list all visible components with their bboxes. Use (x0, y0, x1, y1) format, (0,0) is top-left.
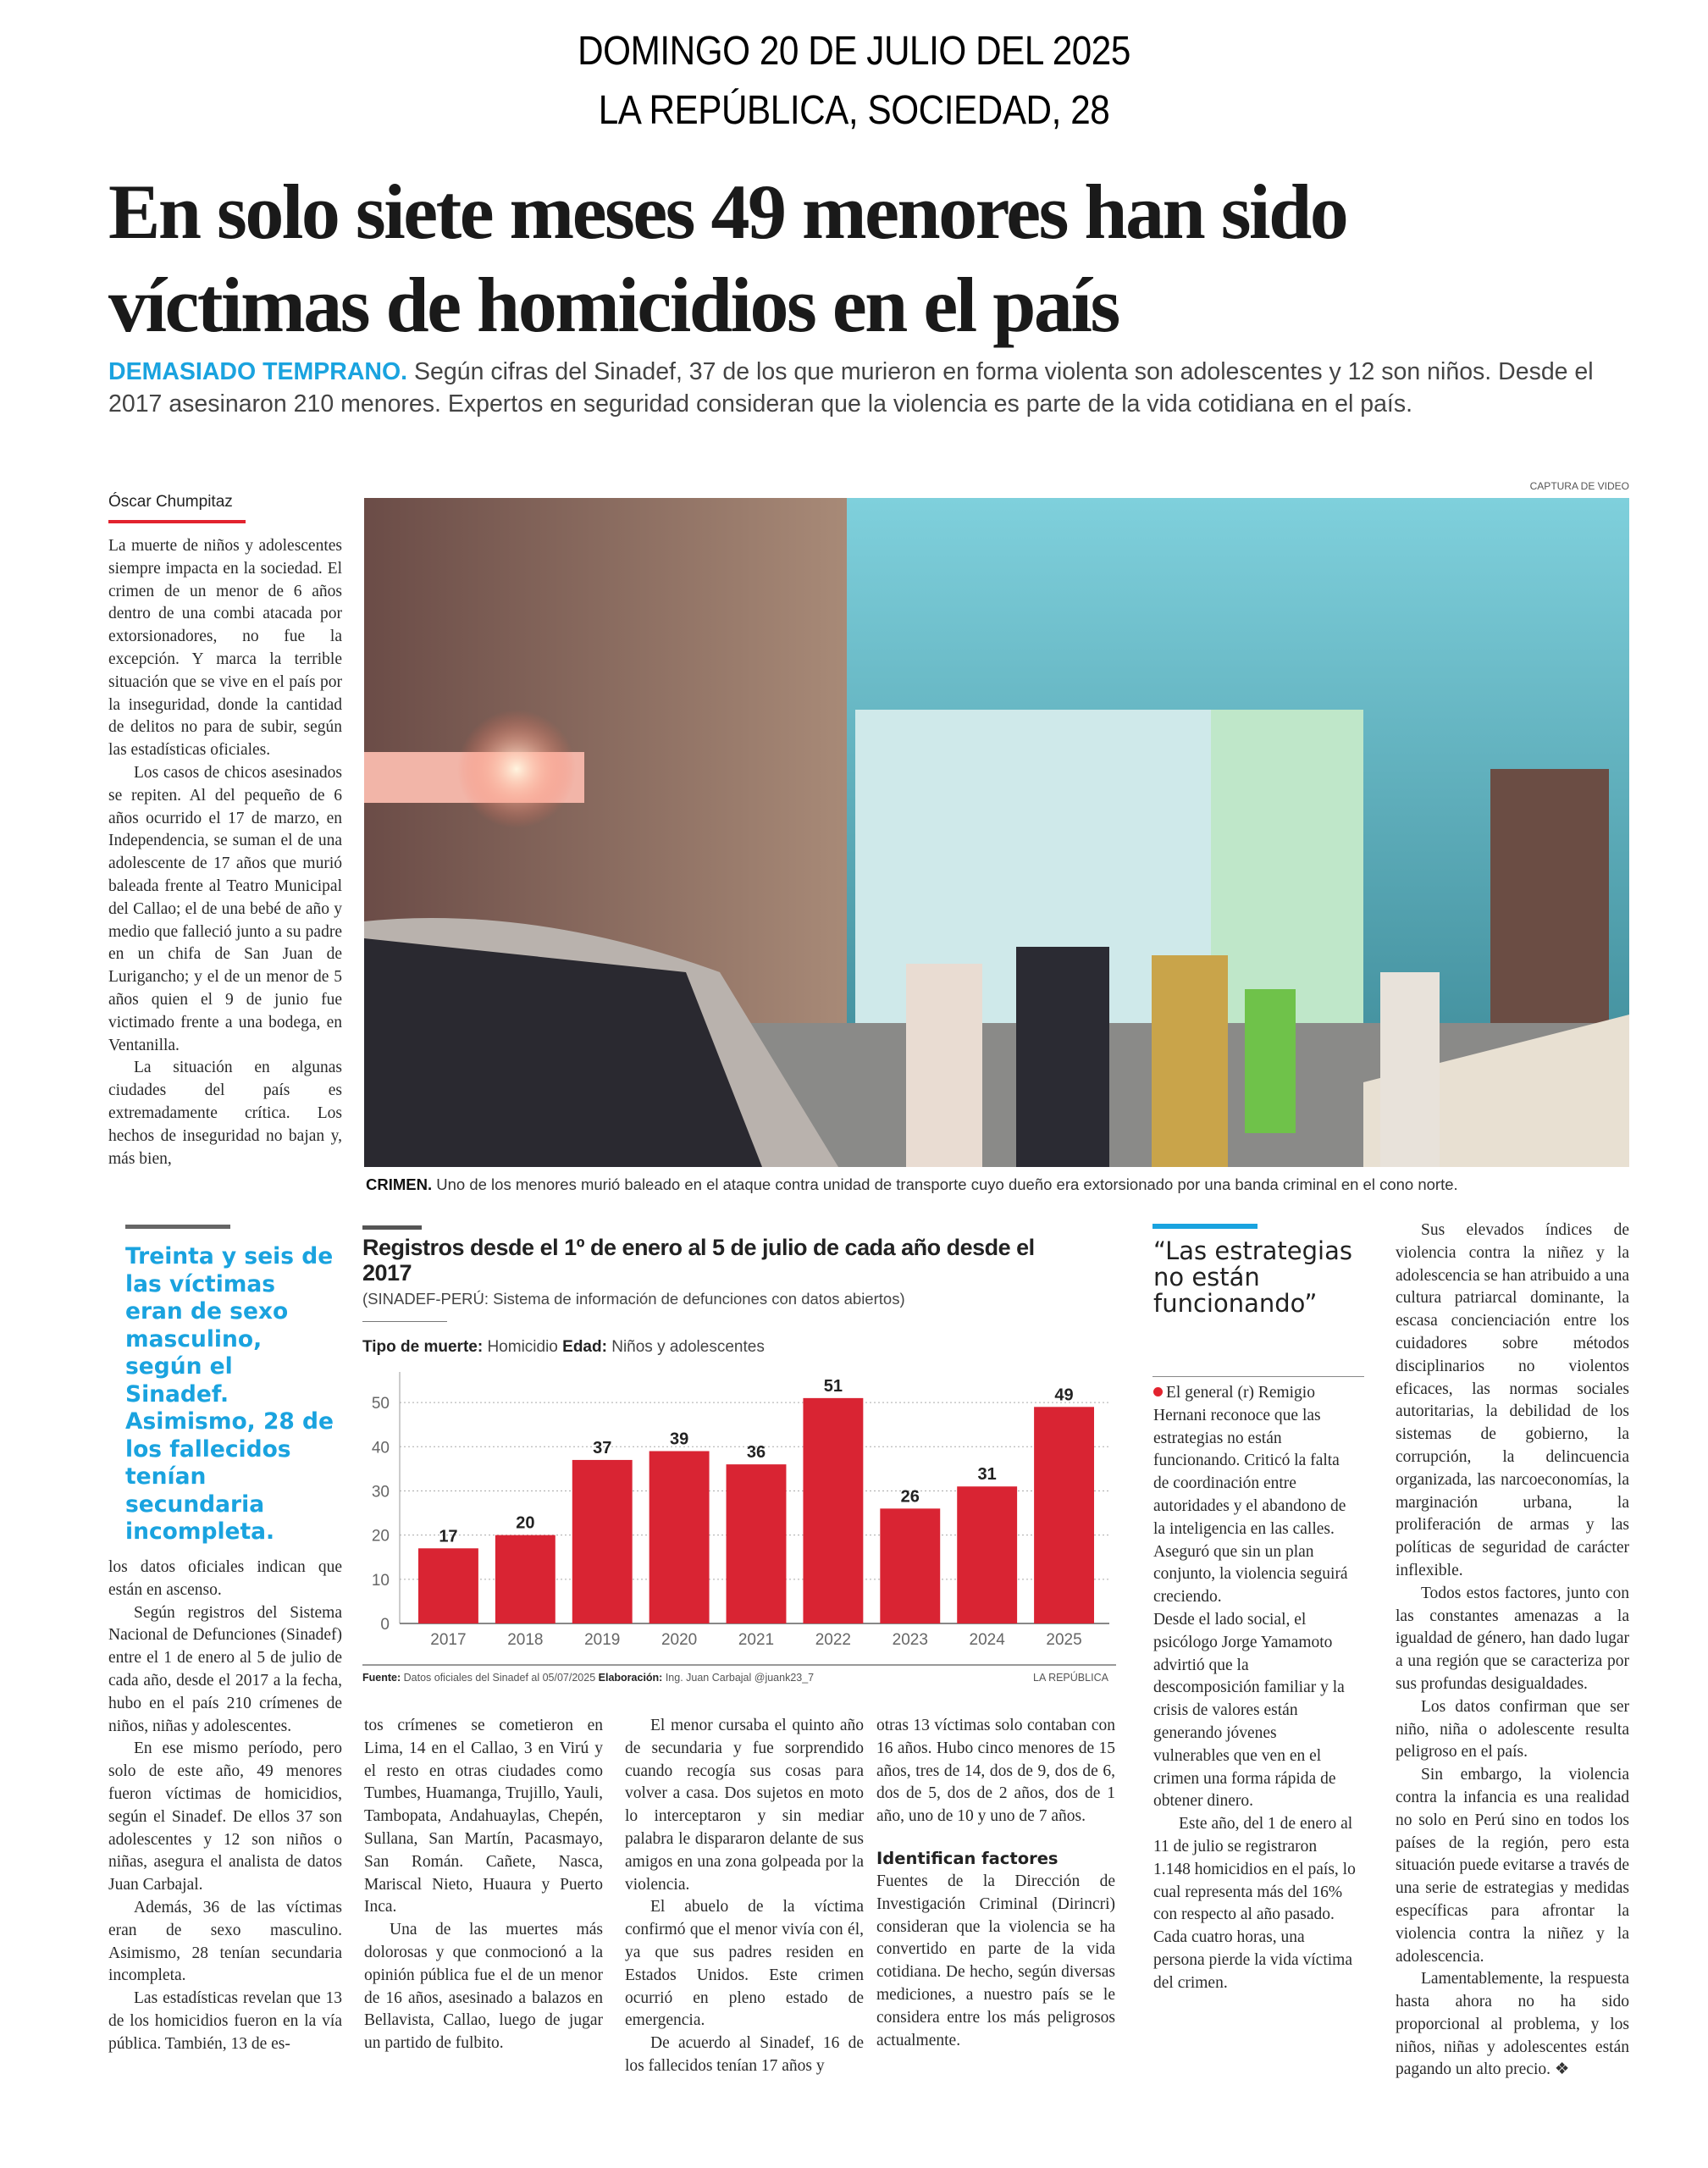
column-4 (876, 1715, 1115, 2052)
paragraph: Lamentablemente, la respuesta hasta ahora no ha sido proporcional al problema, y los niños, niñas y adolescentes están pagando un alto precio. ❖ (1396, 1970, 1629, 2079)
bar-2019 (572, 1460, 633, 1623)
source-text: Datos oficiales del Sinadef al 05/07/2025 (401, 1672, 599, 1684)
paragraph: De acuerdo al Sinadef, 16 de los fallecidos tenían 17 años y (625, 2034, 864, 2075)
column-1-bottom (108, 1557, 342, 2056)
chart-subtitle-rule (362, 1321, 447, 1322)
photo-credit: CAPTURA DE VIDEO (1529, 480, 1629, 492)
deck-text: Según cifras del Sinadef, 37 de los que murieron en forma violenta son adolescentes y 12 son niños. Desde el 2017 asesinaron 210 menores. Expertos en seguridad consideran que la violencia es parte de la vida cotidiana en el país. (108, 358, 1594, 418)
pull-quote: Treinta y seis de las víctimas eran de sexo masculino, según el Sinadef. Asimismo, 28 de los fallecidos tenían secundaria incompleta. (125, 1243, 334, 1545)
column-1-top (108, 535, 342, 1170)
y-tick-label: 30 (371, 1483, 390, 1502)
byline-rule (108, 520, 246, 523)
chart-rule (362, 1225, 422, 1230)
paragraph: Los datos confirman que ser niño, niña o adolescente resulta peligroso en el país. (1396, 1697, 1629, 1762)
chart-filter (362, 1338, 765, 1357)
paragraph: Las estadísticas revelan que 13 de los homicidios fueron en la vía pública. También, 13 de es- (108, 1989, 342, 2053)
photo-scene (364, 498, 1629, 1167)
paragraph: tos crímenes se cometieron en Lima, 14 en el Callao, 3 en Virú y el resto en otras ciudades como Tumbes, Huamanga, Trujillo, Yauli, Tambopata, Andahuaylas, Chepén, Sullana, San Martín, Pacasmayo, San Román. Cañete, Nasca, Mariscal Nieto, Huaura y Puerto Inca. (364, 1717, 603, 1916)
paragraph: La situación en algunas ciudades del país es extremadamente crítica. Los hechos de inseguridad no bajan y, más bien, (108, 1059, 342, 1168)
sidebar-rule (1152, 1224, 1258, 1229)
source-label: Fuente: (362, 1672, 401, 1684)
bar-2020 (649, 1451, 710, 1623)
bar-2025 (1034, 1407, 1094, 1623)
bar-2017 (418, 1548, 478, 1623)
x-tick-label-2019: 2019 (584, 1631, 621, 1649)
y-tick-label: 10 (371, 1571, 390, 1590)
photo-caption (366, 1175, 1636, 1194)
sidebar-title: “Las estrategias no están funcionando” (1153, 1236, 1352, 1318)
chart-source (362, 1672, 814, 1684)
paragraph: Además, 36 de las víctimas eran de sexo masculino. Asimismo, 28 tenían secundaria incompleta. (108, 1898, 342, 1985)
deck (108, 356, 1616, 420)
bar-2022 (803, 1398, 863, 1623)
sidebar-separator (1152, 1376, 1364, 1377)
bar-2023 (880, 1508, 940, 1623)
sidebar-body (1153, 1382, 1357, 1995)
caption-text: Uno de los menores murió baleado en el ataque contra unidad de transporte cuyo dueño era extorsionado por una banda criminal en el cono norte. (432, 1175, 1458, 1193)
dateline-date: DOMINGO 20 DE JULIO DEL 2025 (578, 29, 1130, 74)
paragraph: Los casos de chicos asesinados se repiten. Al del pequeño de 6 años ocurrido el 17 de marzo, en Independencia, se suman el de una adolescente de 17 años que murió baleada frente al Teatro Municipal del Callao; el de una bebé de año y medio que falleció junto a su padre en un chifa de San Juan de Lurigancho; y el de un menor de 5 años quien el 9 de junio fue victimado frente a una bodega, en Ventanilla. (108, 763, 342, 1054)
x-tick-label-2025: 2025 (1046, 1631, 1082, 1649)
x-tick-label-2018: 2018 (507, 1631, 544, 1649)
paragraph: los datos oficiales indican que están en ascenso. (108, 1558, 342, 1599)
filter-value-type: Homicidio (483, 1338, 563, 1356)
filter-label-type: Tipo de muerte: (362, 1338, 484, 1356)
end-mark-icon: ❖ (1554, 2060, 1570, 2079)
data-label-2025: 49 (1054, 1385, 1074, 1405)
y-tick-label: 50 (371, 1395, 390, 1413)
paragraph: El general (r) Remigio Hernani reconoce que las estrategias no están funcionando. Criticó la falta de coordinación entre autoridades y el abandono de la inteligencia en las calles. Aseguró que sin un plan conjunto, la violencia seguirá creciendo. (1153, 1384, 1348, 1607)
data-label-2023: 26 (900, 1487, 920, 1507)
paragraph: Desde el lado social, el psicólogo Jorge Yamamoto advirtió que la descomposición familiar y la crisis de valores están generando jóvenes vulnerables que ven en el crimen una forma rápida de obtener dinero. (1153, 1610, 1345, 1811)
paragraph: Sin embargo, la violencia contra la infancia es una realidad no solo en Perú sino en todos los países de la región, pero esta situación puede evitarse a través de una serie de estrategias y medidas específicas para afrontar la violencia contra la niñez y la adolescencia. (1396, 1766, 1629, 1966)
paragraph: En ese mismo período, pero solo de este año, 49 menores fueron víctimas de homicidios, según el Sinadef. De ellos 37 son adolescentes y 12 son niños o niñas, asegura el analista de datos Juan Carbajal. (108, 1739, 342, 1894)
y-tick-label: 0 (380, 1616, 390, 1634)
data-label-2024: 31 (977, 1465, 997, 1485)
data-label-2019: 37 (593, 1438, 612, 1457)
chart-title: Registros desde el 1º de enero al 5 de julio de cada año desde el 2017 (362, 1235, 1035, 1286)
chart-bars (418, 1398, 1094, 1623)
bar-2024 (957, 1486, 1017, 1623)
paragraph: Fuentes de la Dirección de Investigación Criminal (Dirincri) consideran que la violencia se ha convertido en parte de la vida cotidiana. De hecho, según diversas mediciones, a nuestro país se le considera entre los más peligrosos actualmente. (876, 1872, 1115, 2049)
paragraph: Sus elevados índices de violencia contra la niñez y la adolescencia se han atribuido a una cultura patriarcal dominante, la escasa concienciación entre los cuidadores sobre métodos disciplinarios no violentos eficaces, las normas sociales autoritarias, la debilidad de los sistemas de gobierno, la corrupción, la delincuencia organizada, las narcoeconomías, la marginación urbana, la proliferación de armas y las políticas de seguridad de carácter inflexible. (1396, 1221, 1629, 1579)
filter-value-age: Niños y adolescentes (606, 1338, 765, 1356)
y-tick-label: 20 (371, 1527, 390, 1546)
x-tick-label-2023: 2023 (892, 1631, 928, 1649)
x-tick-label-2022: 2022 (815, 1631, 852, 1649)
x-tick-label-2021: 2021 (738, 1631, 775, 1649)
x-tick-label-2020: 2020 (661, 1631, 698, 1649)
paragraph: Según registros del Sistema Nacional de Defunciones (Sinadef) entre el 1 de enero al 5 de julio de cada año, desde el 2017 a la fecha, hubo en el país 210 crímenes de niños, niñas y adolescentes. (108, 1603, 342, 1735)
paragraph: otras 13 víctimas solo contaban con 16 años. Hubo cinco menores de 15 años, tres de 14, dos de 9, dos de 6, dos de 5, dos de 2 años, dos de 1 año, uno de 10 y uno de 7 años. (876, 1717, 1115, 1826)
bar-2021 (727, 1464, 787, 1623)
paragraph: Todos estos factores, junto con las constantes amenazas a la igualdad de género, han dado lugar a una región que se caracteriza por sus profundas desigualdades. (1396, 1584, 1629, 1693)
bullet-dot-icon (1153, 1387, 1163, 1396)
column-3 (625, 1715, 864, 2078)
paragraph: El menor cursaba el quinto año de secundaria y fue sorprendido cuando recogía sus cosas para volver a casa. Dos sujetos en moto lo interceptaron y sin mediar palabra le dispararon delante de sus amigos en una zona golpeada por la violencia. (625, 1717, 864, 1894)
x-tick-label-2024: 2024 (969, 1631, 1005, 1649)
chart-footer-rule (362, 1664, 1116, 1666)
pull-quote-rule (125, 1225, 230, 1229)
paragraph: Este año, del 1 de enero al 11 de julio se registraron 1.148 homicidios en el país, lo cual representa más del 16% con respecto al año pasado. Cada cuatro horas, una persona pierde la vida víctima del crimen. (1153, 1815, 1356, 1992)
data-label-2022: 51 (823, 1376, 843, 1396)
data-label-2020: 39 (669, 1430, 689, 1449)
filter-label-age: Edad: (562, 1338, 607, 1356)
byline: Óscar Chumpitaz (108, 493, 233, 511)
elaboration-text: Ing. Juan Carbajal @juank23_7 (662, 1672, 815, 1684)
caption-label: CRIMEN. (366, 1175, 433, 1193)
y-tick-label: 40 (371, 1439, 390, 1457)
dateline-publication: LA REPÚBLICA, SOCIEDAD, 28 (598, 88, 1110, 133)
subhead: Identifican factores (876, 1848, 1059, 1868)
paragraph: La muerte de niños y adolescentes siempre impacta en la sociedad. El crimen de un menor de 6 años dentro de una combi atacada por extorsionadores, no fue la excepción. Y marca la terrible situación que se vive en el país por la inseguridad, donde la cantidad de delitos no para de subir, según las estadísticas oficiales. (108, 537, 342, 760)
bar-chart (356, 1372, 1118, 1651)
paragraph: El abuelo de la víctima confirmó que el menor vivía con él, ya que sus padres residen en Estados Unidos. Este crimen ocurrió en pleno estado de emergencia. (625, 1898, 864, 2030)
chart-brand: LA REPÚBLICA (1033, 1672, 1108, 1684)
elaboration-label: Elaboración: (598, 1672, 663, 1684)
headline: En solo siete meses 49 menores han sido víctimas de homicidios en el país (108, 169, 1347, 348)
data-label-2018: 20 (516, 1513, 535, 1533)
deck-kicker: DEMASIADO TEMPRANO. (108, 358, 408, 385)
news-photo (364, 498, 1629, 1167)
chart-subtitle: (SINADEF-PERÚ: Sistema de información de defunciones con datos abiertos) (362, 1290, 905, 1308)
column-2 (364, 1715, 603, 2055)
paragraph: Una de las muertes más dolorosas y que conmocionó a la opinión pública fue el de un menor de 16 años, asesinado a balazos en Bellavista, Callao, luego de jugar un partido de fulbito. (364, 1921, 603, 2053)
bar-2018 (495, 1535, 556, 1623)
x-tick-label-2017: 2017 (430, 1631, 467, 1649)
column-6 (1396, 1220, 1629, 2082)
data-label-2017: 17 (439, 1527, 458, 1546)
data-label-2021: 36 (746, 1443, 766, 1463)
